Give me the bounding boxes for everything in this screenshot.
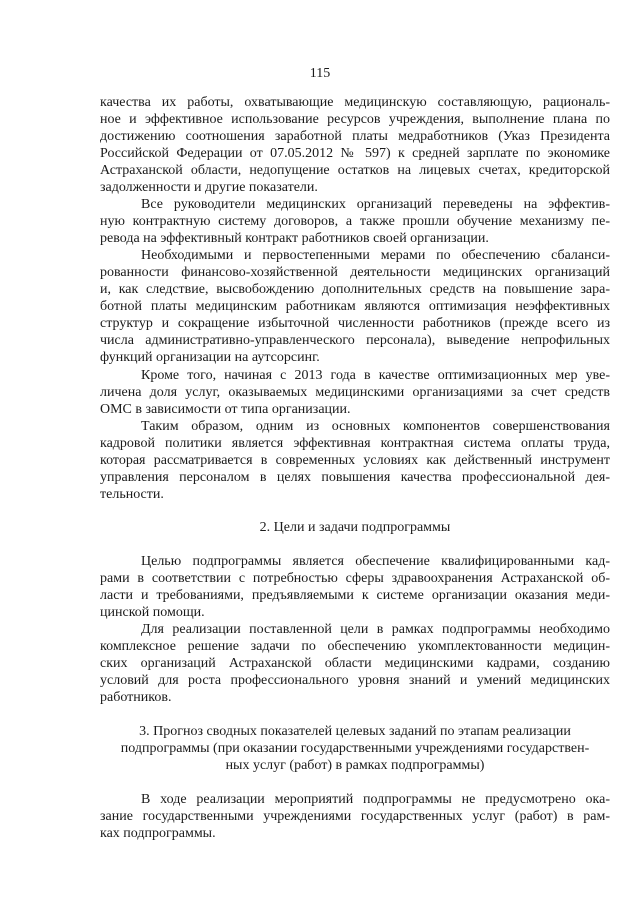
- text-line: управления персоналом в целях повышения качества профессиональной дея-: [100, 470, 610, 485]
- text-line: ную контрактную систему договоров, а также прошли обучение механизму пе-: [100, 214, 610, 229]
- text-line: зание государственными учреждениями государственных услуг (работ) в рам-: [100, 809, 610, 824]
- text-line: ках подпрограммы.: [100, 826, 216, 841]
- text-line: Российской Федерации от 07.05.2012 № 597) к средней зарплате по экономике: [100, 146, 610, 161]
- text-line: комплексное решение задачи по обеспечению укомплектованности медицин-: [100, 639, 610, 654]
- text-line: кадровой политики является эффективная контрактная система оплаты труда,: [100, 436, 610, 451]
- text-line: личена доля услуг, оказываемых медицинскими организациями за счет средств: [100, 385, 610, 400]
- text-line: ное и эффективное использование ресурсов учреждения, выполнение плана по: [100, 112, 610, 127]
- text-line: числа административно-управленческого персонала), выведение непрофильных: [100, 333, 610, 348]
- text-line: Все руководители медицинских организаций переведены на эффектив-: [141, 197, 610, 212]
- text-line: ласти и требованиями, предъявляемыми к системе организации оказания меди-: [100, 588, 610, 603]
- text-line: достижению соотношения заработной платы медработников (Указ Президента: [100, 129, 610, 144]
- text-line: задолженности и другие показатели.: [100, 180, 318, 195]
- text-line: Целью подпрограммы является обеспечение квалифицированными кад-: [141, 554, 610, 569]
- text-line: работников.: [100, 690, 172, 705]
- section-heading: подпрограммы (при оказании государственными учреждениями государствен-: [120, 741, 590, 756]
- text-line: рами в соответствии с потребностью сферы здравоохранения Астраханской об-: [100, 571, 610, 586]
- section-heading: 2. Цели и задачи подпрограммы: [259, 520, 451, 535]
- text-line: Таким образом, одним из основных компонентов совершенствования: [141, 419, 610, 434]
- text-line: качества их работы, охватывающие медицинскую составляющую, рациональ-: [100, 95, 610, 110]
- section-heading: ных услуг (работ) в рамках подпрограммы): [225, 758, 485, 773]
- text-line: Астраханской области, недопущение остатков на лицевых счетах, кредиторской: [100, 163, 610, 178]
- section-heading: 3. Прогноз сводных показателей целевых заданий по этапам реализации: [139, 724, 571, 739]
- text-line: которая рассматривается в современных условиях как действенный инструмент: [100, 453, 610, 468]
- text-line: структур и сокращение избыточной численности работников (прежде всего из: [100, 316, 610, 331]
- text-line: Для реализации поставленной цели в рамках подпрограммы необходимо: [141, 622, 610, 637]
- text-line: ОМС в зависимости от типа организации.: [100, 402, 351, 417]
- text-line: и, как следствие, высвобождению дополнительных средств на повышение зара-: [100, 282, 610, 297]
- text-line: ревода на эффективный контракт работников своей организации.: [100, 231, 489, 246]
- text-line: ботной платы медицинским работникам являются оптимизация неэффективных: [100, 299, 610, 314]
- text-line: Кроме того, начиная с 2013 года в качестве оптимизационных мер уве-: [141, 368, 610, 383]
- text-line: рованности финансово-хозяйственной деятельности медицинских организаций: [100, 265, 610, 280]
- text-line: ских организаций Астраханской области медицинскими кадрами, созданию: [100, 656, 610, 671]
- text-line: тельности.: [100, 487, 164, 502]
- page-number: 115: [309, 66, 331, 81]
- text-line: В ходе реализации мероприятий подпрограммы не предусмотрено ока-: [141, 792, 610, 807]
- text-line: Необходимыми и первостепенными мерами по обеспечению сбаланси-: [141, 248, 610, 263]
- text-line: цинской помощи.: [100, 605, 205, 620]
- text-line: функций организации на аутсорсинг.: [100, 350, 320, 365]
- text-line: условий для роста профессионального уровня знаний и умений медицинских: [100, 673, 610, 688]
